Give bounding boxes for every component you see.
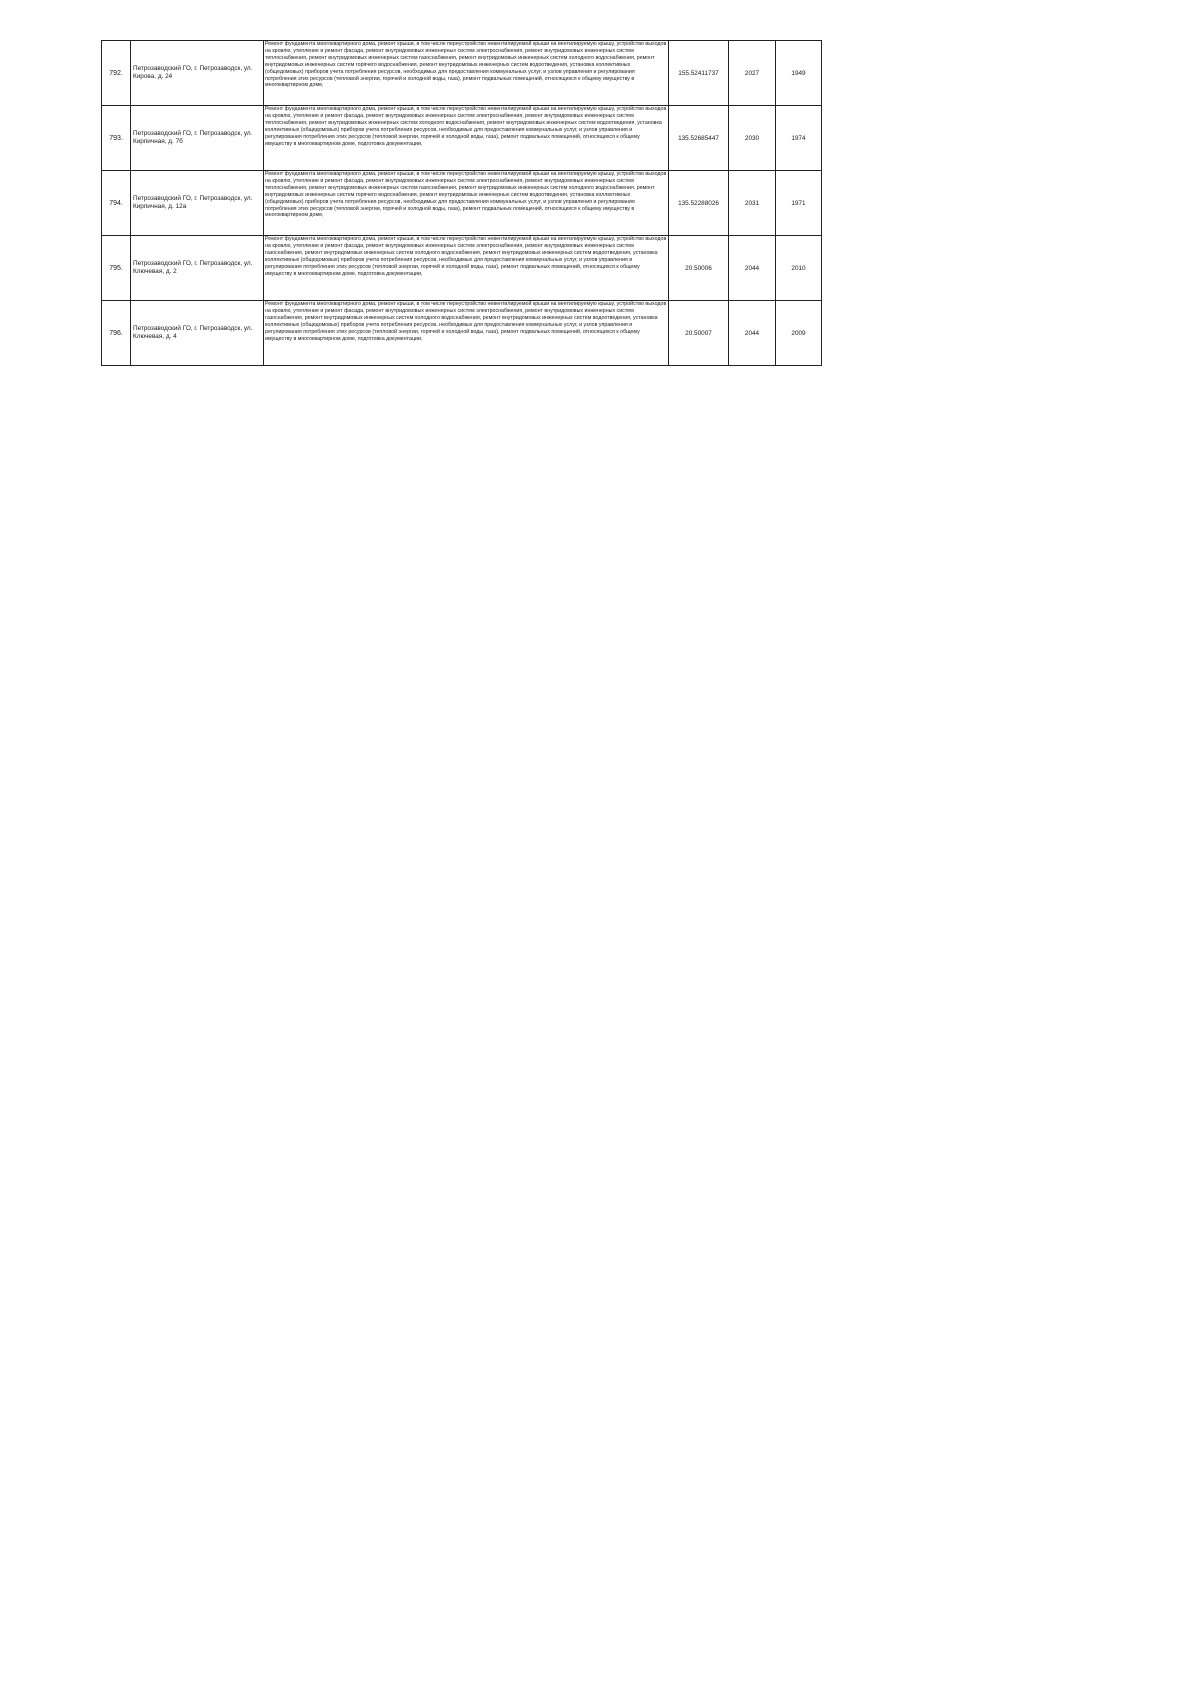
- works-table: [101, 40, 822, 366]
- table-body: [102, 41, 822, 366]
- built-year-cell: 1974: [776, 106, 822, 171]
- cost-cell: 155.52411737: [669, 41, 729, 106]
- built-year-cell: 1971: [776, 171, 822, 236]
- address-cell: Петрозаводский ГО, г. Петрозаводск, ул. Ключевая, д. 4: [131, 301, 264, 366]
- row-number: 794.: [102, 171, 131, 236]
- works-text: Ремонт фундамента многоквартирного дома, ремонт крыши, в том числе переустройство невентилируемой крыши на вентилируемую крышу, устройство выходов на кровлю, утепление и ремонт фасада, ремонт внутридомовых инженерных систем электроснабжения, ремонт внутридомовых инженерных систем теплоснабжения, ремонт внутридомовых инженерных систем холодного водоснабжения, ремонт внутридомовых инженерных систем водоотведения, установка коллективных (общедомовых) приборов учета потребления ресурсов, необходимых для предоставления коммунальных услуг, и узлов управления и регулирования потребления этих ресурсов (тепловой энергии, горячей и холодной воды, газа), ремонт подвальных помещений, относящихся к общему имуществу в многоквартирном доме, подготовка документации,: [265, 106, 667, 147]
- table-row: [102, 171, 822, 236]
- address-cell: Петрозаводский ГО, г. Петрозаводск, ул. Кирпичная, д. 7б: [131, 106, 264, 171]
- built-year-cell: 1949: [776, 41, 822, 106]
- table-row: [102, 301, 822, 366]
- table-row: [102, 236, 822, 301]
- address-cell: Петрозаводский ГО, г. Петрозаводск, ул. Кирова, д. 24: [131, 41, 264, 106]
- cost-cell: 20.50007: [669, 301, 729, 366]
- planned-year-cell: 2044: [729, 236, 776, 301]
- planned-year-cell: 2031: [729, 171, 776, 236]
- works-cell: [264, 301, 669, 366]
- table-row: [102, 106, 822, 171]
- works-cell: [264, 171, 669, 236]
- address-cell: Петрозаводский ГО, г. Петрозаводск, ул. Кирпичная, д. 12а: [131, 171, 264, 236]
- row-number: 792.: [102, 41, 131, 106]
- row-number: 796.: [102, 301, 131, 366]
- works-text: Ремонт фундамента многоквартирного дома, ремонт крыши, в том числе переустройство невентилируемой крыши на вентилируемую крышу, устройство выходов на кровлю, утепление и ремонт фасада, ремонт внутридомовых инженерных систем электроснабжения, ремонт внутридомовых инженерных систем теплоснабжения, ремонт внутридомовых инженерных систем газоснабжения, ремонт внутридомовых инженерных систем холодного водоснабжения, ремонт внутридомовых инженерных систем горячего водоснабжения, ремонт внутридомовых инженерных систем водоотведения, установка коллективных (общедомовых) приборов учета потребления ресурсов, необходимых для предоставления коммунальных услуг, и узлов управления и регулирования потребления этих ресурсов (тепловой энергии, горячей и холодной воды, газа), ремонт подвальных помещений, относящихся к общему имуществу в многоквартирном доме,: [265, 41, 667, 89]
- row-number: 793.: [102, 106, 131, 171]
- works-cell: [264, 106, 669, 171]
- cost-cell: 135.52685447: [669, 106, 729, 171]
- address-cell: Петрозаводский ГО, г. Петрозаводск, ул. Ключевая, д. 2: [131, 236, 264, 301]
- works-cell: [264, 41, 669, 106]
- row-number: 795.: [102, 236, 131, 301]
- planned-year-cell: 2027: [729, 41, 776, 106]
- built-year-cell: 2009: [776, 301, 822, 366]
- works-text: Ремонт фундамента многоквартирного дома, ремонт крыши, в том числе переустройство невентилируемой крыши на вентилируемую крышу, устройство выходов на кровлю, утепление и ремонт фасада, ремонт внутридомовых инженерных систем электроснабжения, ремонт внутридомовых инженерных систем газоснабжения, ремонт внутридомовых инженерных систем холодного водоснабжения, ремонт внутридомовых инженерных систем водоотведения, установка коллективных (общедомовых) приборов учета потребления ресурсов, необходимых для предоставления коммунальных услуг, и узлов управления и регулирования потребления этих ресурсов (тепловой энергии, горячей и холодной воды, газа), ремонт подвальных помещений, относящихся к общему имуществу в многоквартирном доме, подготовка документации,: [265, 301, 667, 342]
- works-cell: [264, 236, 669, 301]
- planned-year-cell: 2044: [729, 301, 776, 366]
- cost-cell: 20.50006: [669, 236, 729, 301]
- planned-year-cell: 2030: [729, 106, 776, 171]
- works-text: Ремонт фундамента многоквартирного дома, ремонт крыши, в том числе переустройство невентилируемой крыши на вентилируемую крышу, устройство выходов на кровлю, утепление и ремонт фасада, ремонт внутридомовых инженерных систем электроснабжения, ремонт внутридомовых инженерных систем теплоснабжения, ремонт внутридомовых инженерных систем газоснабжения, ремонт внутридомовых инженерных систем холодного водоснабжения, ремонт внутридомовых инженерных систем горячего водоснабжения, ремонт внутридомовых инженерных систем водоотведения, установка коллективных (общедомовых) приборов учета потребления ресурсов, необходимых для предоставления коммунальных услуг, и узлов управления и регулирования потребления этих ресурсов (тепловой энергии, горячей и холодной воды, газа), ремонт подвальных помещений, относящихся к общему имуществу в многоквартирном доме,: [265, 171, 667, 219]
- table-row: [102, 41, 822, 106]
- works-text: Ремонт фундамента многоквартирного дома, ремонт крыши, в том числе переустройство невентилируемой крыши на вентилируемую крышу, устройство выходов на кровлю, утепление и ремонт фасада, ремонт внутридомовых инженерных систем электроснабжения, ремонт внутридомовых инженерных систем газоснабжения, ремонт внутридомовых инженерных систем холодного водоснабжения, ремонт внутридомовых инженерных систем водоотведения, установка коллективных (общедомовых) приборов учета потребления ресурсов, необходимых для предоставления коммунальных услуг, и узлов управления и регулирования потребления этих ресурсов (тепловой энергии, горячей и холодной воды, газа), ремонт подвальных помещений, относящихся к общему имуществу в многоквартирном доме, подготовка документации,: [265, 236, 667, 277]
- cost-cell: 135.52288026: [669, 171, 729, 236]
- built-year-cell: 2010: [776, 236, 822, 301]
